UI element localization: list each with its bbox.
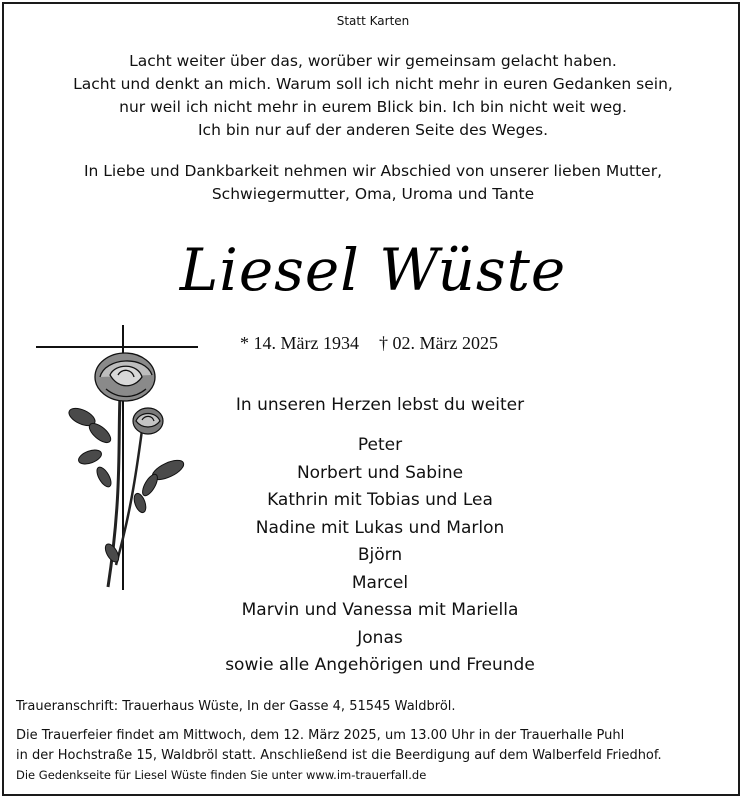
deceased-name: Liesel Wüste [179, 236, 567, 304]
ceremony-line: in der Hochstraße 15, Waldbröl statt. Anschließend ist die Beerdigung auf dem Walberfeld Friedhof. [16, 748, 662, 763]
cross-with-roses-icon [30, 325, 205, 595]
death-date: † 02. März 2025 [378, 333, 498, 353]
poem-line: Ich bin nur auf der anderen Seite des Weges. [197, 121, 548, 139]
poem-line: Lacht weiter über das, worüber wir gemeinsam gelacht haben. [129, 52, 617, 70]
intro-line: In Liebe und Dankbarkeit nehmen wir Abschied von unserer lieben Mutter, [83, 162, 663, 180]
birth-date: * 14. März 1934 [240, 333, 359, 353]
list-item: Marvin und Vanessa mit Mariella [241, 600, 519, 620]
poem-line: nur weil ich nicht mehr in eurem Blick bin. Ich bin nicht weit weg. [119, 98, 627, 116]
motto: In unseren Herzen lebst du weiter [235, 395, 525, 415]
family-list [180, 432, 580, 680]
footer-info [16, 698, 732, 784]
header-note: Statt Karten [336, 14, 410, 28]
poem-line: Lacht und denkt an mich. Warum soll ich nicht mehr in euren Gedanken sein, [73, 75, 673, 93]
mourning-address: Traueranschrift: Trauerhaus Wüste, In der Gasse 4, 51545 Waldbröl. [16, 699, 456, 714]
intro-line: Schwiegermutter, Oma, Uroma und Tante [211, 185, 535, 203]
poem [0, 50, 746, 142]
list-item: Norbert und Sabine [296, 462, 464, 483]
list-item: Kathrin mit Tobias und Lea [267, 490, 493, 510]
list-item: Jonas [357, 627, 403, 648]
list-item: Björn [357, 545, 403, 565]
life-dates [240, 333, 540, 354]
list-item: sowie alle Angehörigen und Freunde [225, 655, 535, 675]
list-item: Marcel [351, 572, 409, 593]
ceremony-details [16, 726, 732, 766]
ceremony-line: Die Trauerfeier findet am Mittwoch, dem 12. März 2025, um 13.00 Uhr in der Trauerhalle Puhl [16, 728, 625, 743]
list-item: Peter [357, 435, 403, 455]
memorial-page-note: Die Gedenkseite für Liesel Wüste finden Sie unter www.im-trauerfall.de [16, 768, 427, 782]
farewell-intro [0, 160, 746, 206]
list-item: Nadine mit Lukas und Marlon [255, 517, 505, 538]
